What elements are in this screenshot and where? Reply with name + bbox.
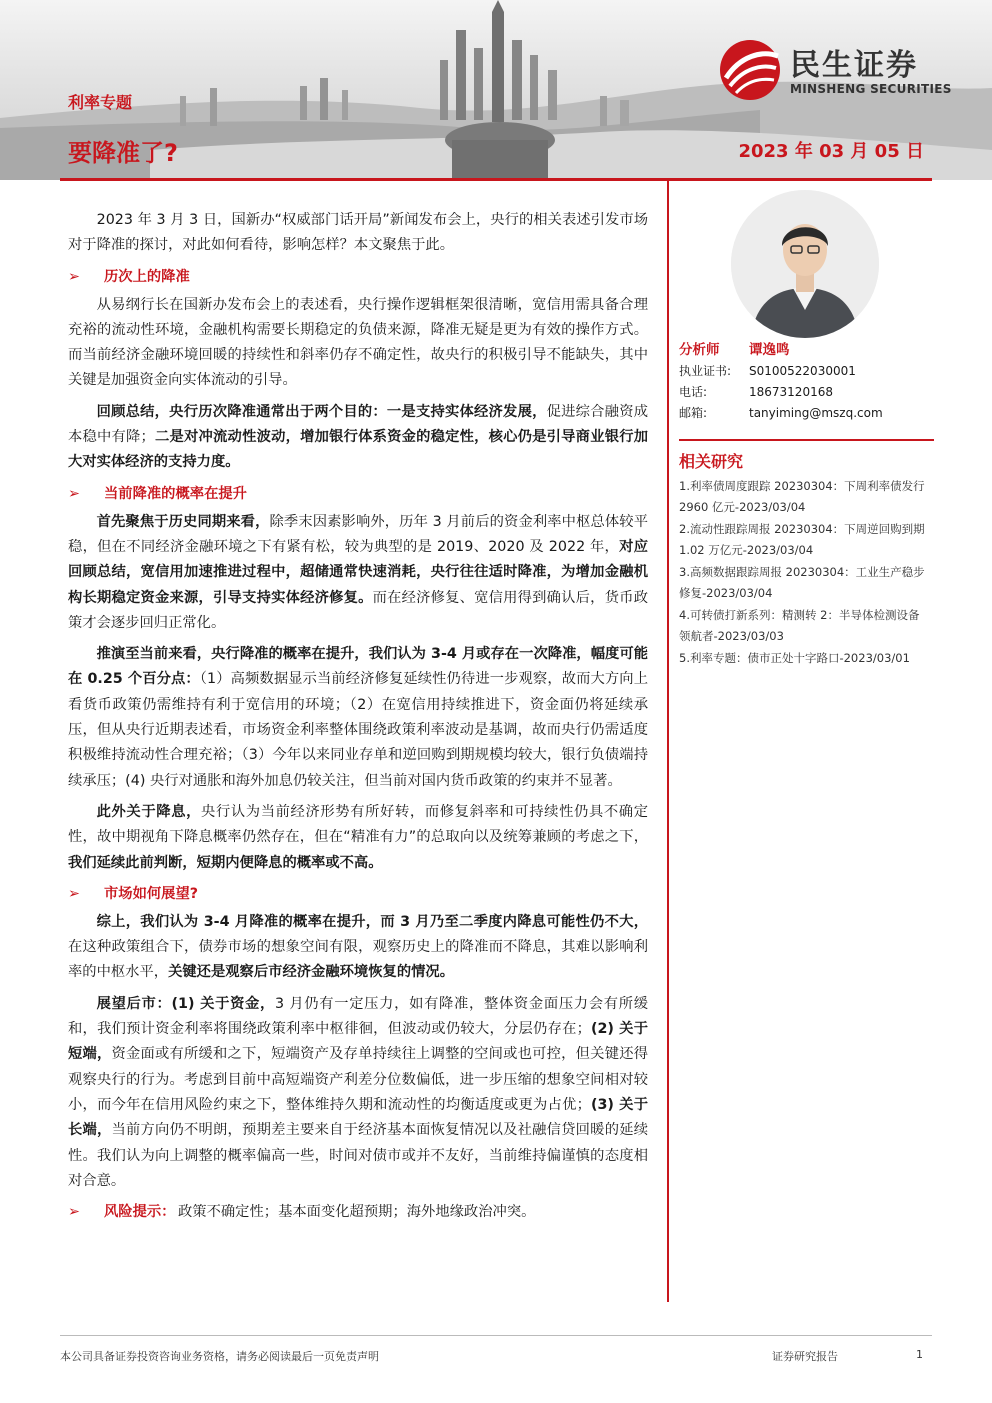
arrow-icon: ➢ <box>68 885 80 902</box>
related-item[interactable]: 2.流动性跟踪周报 20230304：下周逆回购到期 1.02 万亿元-2023/03/04 <box>679 522 925 557</box>
risk-text: 政策不确定性；基本面变化超预期；海外地缘政治冲突。 <box>178 1204 536 1221</box>
intro-paragraph: 2023 年 3 月 3 日，国新办“权威部门话开局”新闻发布会上，央行的相关表述引发市场对于降准的探讨，对此如何看待，影响怎样？本文聚焦于此。 <box>68 212 648 254</box>
header-divider <box>60 178 932 181</box>
related-item[interactable]: 3.高频数据跟踪周报 20230304：工业生产稳步修复-2023/03/04 <box>679 565 925 600</box>
logo-english-text: MINSHENG SECURITIES <box>790 82 952 96</box>
arrow-icon: ➢ <box>68 1204 80 1221</box>
section-heading: ➢ 当前降准的概率在提升 <box>68 482 648 507</box>
analyst-info <box>679 340 934 424</box>
body-paragraph: 综上，我们认为 3-4 月降准的概率在提升，而 3 月乃至二季度内降息可能性仍不大，在这种政策组合下，债券市场的想象空间有限，观察历史上的降准而不降息，其难以影响利率的中枢水平，关键还是观察后市经济金融环境恢复的情况。 <box>68 913 648 981</box>
analyst-name-row: 分析师 谭逸鸣 <box>679 342 790 358</box>
related-divider <box>679 439 934 441</box>
logo-chinese-text: 民生证券 <box>790 48 918 83</box>
analyst-email-row: 邮箱: tanyiming@mszq.com <box>679 406 883 420</box>
analyst-cert-row: 执业证书: S0100522030001 <box>679 364 856 378</box>
logo-mark-icon <box>718 38 784 102</box>
risk-label: 风险提示： <box>104 1204 176 1221</box>
report-title: 要降准了? <box>68 139 178 167</box>
body-paragraph: 从易纲行长在国新办发布会上的表述看，央行操作逻辑框架很清晰，宽信用需具备合理充裕的流动性环境，金融机构需要长期稳定的负债来源，降准无疑是更为有效的操作方式。而当前经济金融环境回暖的持续性和斜率仍存不确定性，故央行的积极引导不能缺失，其中关键是加强资金向实体流动的引导。 <box>68 296 648 389</box>
report-topic: 利率专题 <box>68 93 133 112</box>
related-item[interactable]: 5.利率专题：债市正处十字路口-2023/03/01 <box>679 651 910 665</box>
section-heading: ➢ 历次上的降准 <box>68 265 648 290</box>
footer-report-type: 证券研究报告 <box>772 1350 838 1363</box>
related-title: 相关研究 <box>679 452 744 471</box>
footer-divider <box>60 1335 932 1336</box>
footer-disclaimer: 本公司具备证券投资咨询业务资格，请务必阅读最后一页免责声明 <box>60 1350 379 1363</box>
body-paragraph: 首先聚焦于历史同期来看，除季末因素影响外，历年 3 月前后的资金利率中枢总体较平稳，但在不同经济金融环境之下有紧有松，较为典型的是 2019、2020 及 2022 年，对应回顾总结，宽信用加速推进过程中，超储通常快速消耗，央行往往适时降准，为增加金融机构长期稳定资金来源，引导支持实体经济修复。而在经济修复、宽信用得到确认后，货币政策才会逐步回归正常化。 <box>68 513 649 631</box>
main-content <box>68 208 648 1225</box>
arrow-icon: ➢ <box>68 268 80 285</box>
related-item[interactable]: 1.利率债周度跟踪 20230304：下周利率债发行 2960 亿元-2023/03/04 <box>679 479 925 514</box>
report-date: 2023 年 03 月 05 日 <box>738 141 924 162</box>
related-list <box>679 476 929 671</box>
company-logo <box>718 38 968 103</box>
page-number: 1 <box>916 1348 923 1361</box>
body-paragraph: 此外关于降息，央行认为当前经济形势有所好转，而修复斜率和可持续性仍具不确定性，故中期视角下降息概率仍然存在，但在“精准有力”的总取向以及统筹兼顾的考虑之下，我们延续此前判断，短期内便降息的概率或不高。 <box>68 803 648 871</box>
analyst-phone-row: 电话: 18673120168 <box>679 385 833 399</box>
body-paragraph: 展望后市：(1) 关于资金，3 月仍有一定压力，如有降准，整体资金面压力会有所缓和，我们预计资金利率将围绕政策利率中枢徘徊，但波动或仍较大，分层仍存在；(2) 关于短端，资金面或有所缓和之下，短端资产及存单持续往上调整的空间或也可控，但关键还得观察央行的行为。考虑到目前中高短端资产利差分位数偏低，进一步压缩的想象空间相对较小，而今年在信用风险约束之下，整体维持久期和流动性的均衡适度或更为占优；(3) 关于长端，当前方向仍不明朗，预期差主要来自于经济基本面恢复情况以及社融信贷回暖的延续性。我们认为向上调整的概率偏高一些，时间对债市或并不友好，当前维持偏谨慎的态度相对合意。 <box>68 995 648 1189</box>
analyst-photo <box>731 190 879 338</box>
related-item[interactable]: 4.可转债打新系列：精测转 2：半导体检测设备领航者-2023/03/03 <box>679 608 920 643</box>
header-banner <box>0 0 992 180</box>
risk-warning <box>68 1200 648 1225</box>
person-avatar-icon <box>731 190 879 338</box>
column-divider <box>667 181 669 1302</box>
body-paragraph: 推演至当前来看，央行降准的概率在提升，我们认为 3-4 月或存在一次降准，幅度可能在 0.25 个百分点：（1）高频数据显示当前经济修复延续性仍待进一步观察，故而大方向上看货币政策仍需维持有利于宽信用的环境；（2）在宽信用持续推进下，资金面仍将延续承压，但从央行近期表述看，市场资金利率整体围绕政策利率波动是基调，故而央行仍需适度积极维持流动性合理充裕；（3）今年以来同业存单和逆回购到期规模均较大，银行负债端持续承压；(4) 央行对通胀和海外加息仍较关注，但当前对国内货币政策的约束并不显著。 <box>68 646 648 789</box>
section-heading: ➢ 市场如何展望? <box>68 882 648 907</box>
arrow-icon: ➢ <box>68 485 80 502</box>
body-paragraph: 回顾总结，央行历次降准通常出于两个目的：一是支持实体经济发展，促进综合融资成本稳中有降；二是对冲流动性波动，增加银行体系资金的稳定性，核心仍是引导商业银行加大对实体经济的支持力度。 <box>68 403 649 471</box>
